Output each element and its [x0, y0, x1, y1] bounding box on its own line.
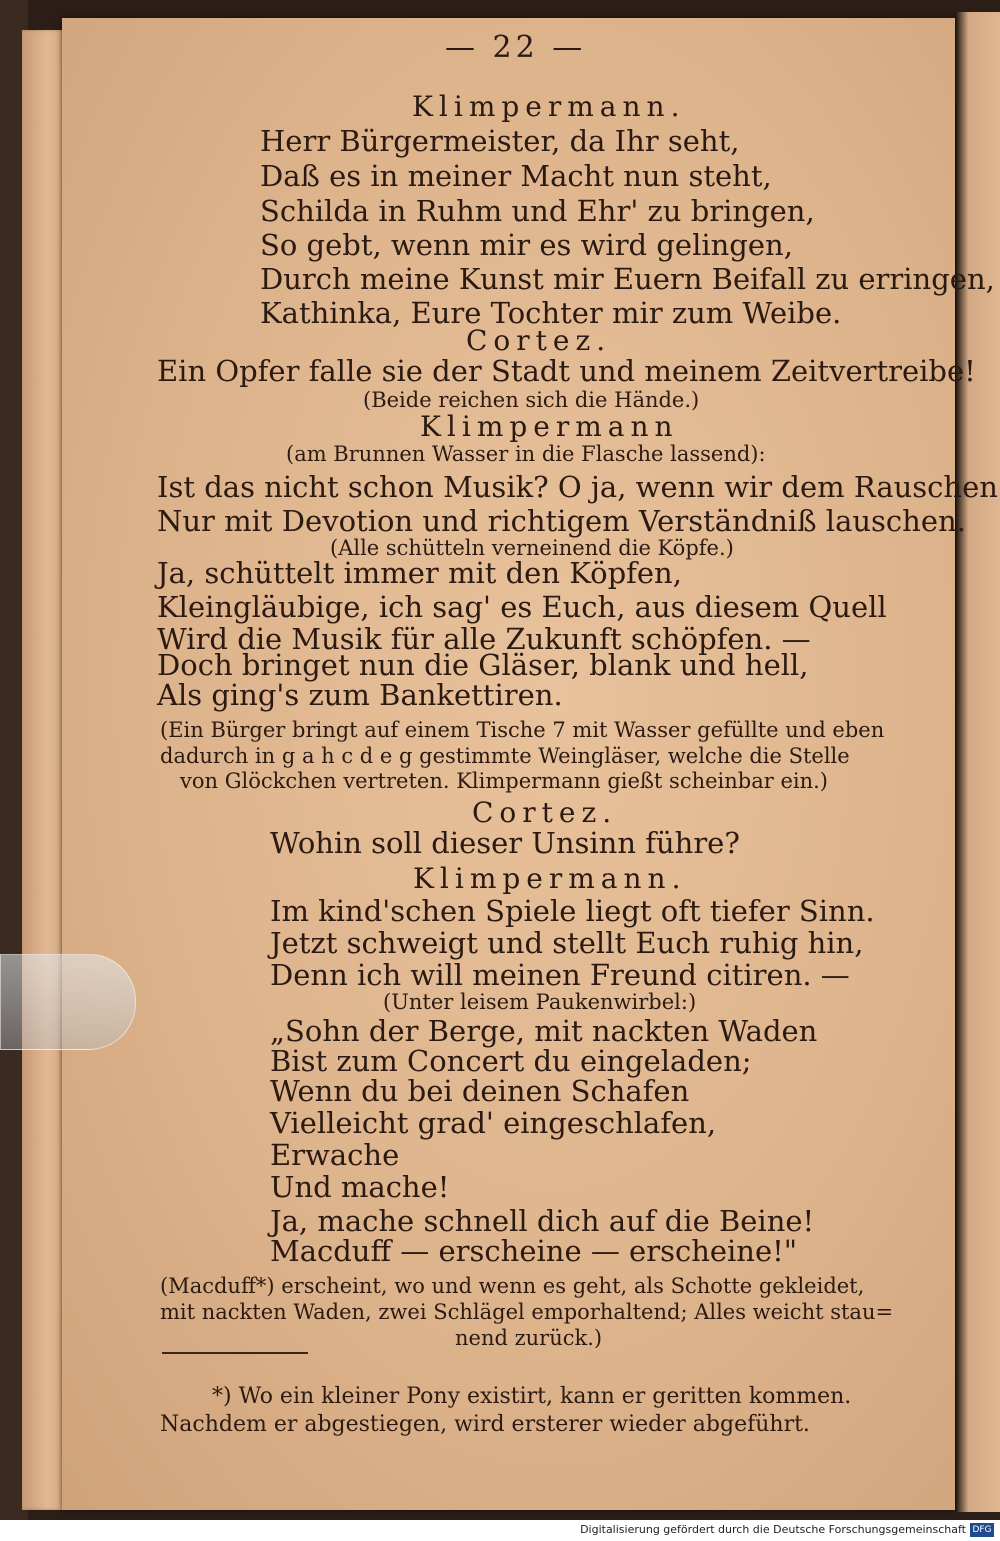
verse-line: Kathinka, Eure Tochter mir zum Weibe.: [260, 296, 842, 330]
verse-line: Wird die Musik für alle Zukunft schöpfen. —: [157, 622, 811, 656]
verse-line: Wohin soll dieser Unsinn führe?: [270, 826, 740, 860]
credit-bar: [0, 1520, 1000, 1541]
footnote-line: Nachdem er abgestiegen, wird ersterer wieder abgeführt.: [160, 1412, 810, 1437]
stage-direction: (Alle schütteln verneinend die Köpfe.): [330, 536, 734, 560]
previous-page-edge: [22, 30, 64, 1510]
verse-line: Denn ich will meinen Freund citiren. —: [270, 958, 850, 992]
stage-direction: nend zurück.): [455, 1326, 603, 1350]
verse-line: Ist das nicht schon Musik? O ja, wenn wir dem Rauschen: [157, 470, 998, 504]
verse-line: Und mache!: [270, 1170, 450, 1204]
stage-direction: (Unter leisem Paukenwirbel:): [383, 990, 697, 1014]
stage-direction: (Beide reichen sich die Hände.): [363, 388, 700, 412]
page-clip: [0, 954, 136, 1050]
verse-line: Macduff — erscheine — erscheine!": [270, 1234, 798, 1268]
next-page-edge: [955, 12, 1000, 1512]
stage-direction: (am Brunnen Wasser in die Flasche lassend):: [286, 442, 766, 466]
stage-direction: (Ein Bürger bringt auf einem Tische 7 mit Wasser gefüllte und eben: [160, 718, 885, 742]
verse-line: Vielleicht grad' eingeschlafen,: [270, 1106, 717, 1140]
speaker-cortez: Cortez.: [472, 796, 618, 829]
stage-direction: von Glöckchen vertreten. Klimpermann gießt scheinbar ein.): [180, 769, 828, 793]
verse-line: So gebt, wenn mir es wird gelingen,: [260, 228, 793, 262]
stage-direction: dadurch in g a h c d e g gestimmte Weingläser, welche die Stelle: [160, 744, 850, 768]
speaker-cortez: Cortez.: [466, 324, 612, 357]
page-number: — 22 —: [445, 30, 587, 65]
verse-line: Ja, mache schnell dich auf die Beine!: [270, 1204, 815, 1238]
speaker-klimpermann: Klimpermann.: [412, 90, 686, 123]
stage-direction: (Macduff*) erscheint, wo und wenn es geht, als Schotte gekleidet,: [160, 1274, 865, 1298]
verse-line: Jetzt schweigt und stellt Euch ruhig hin,: [270, 926, 864, 960]
verse-line: Doch bringet nun die Gläser, blank und hell,: [157, 648, 809, 682]
verse-line: Herr Bürgermeister, da Ihr seht,: [260, 124, 740, 158]
verse-line: Daß es in meiner Macht nun steht,: [260, 159, 772, 193]
footnote-rule: [162, 1352, 308, 1354]
verse-line: Schilda in Ruhm und Ehr' zu bringen,: [260, 194, 815, 228]
verse-line: Bist zum Concert du eingeladen;: [270, 1044, 752, 1078]
credit-text: Digitalisierung gefördert durch die Deutsche Forschungsgemeinschaft: [580, 1523, 966, 1536]
verse-line: Ja, schüttelt immer mit den Köpfen,: [157, 556, 682, 590]
verse-line: Wenn du bei deinen Schafen: [270, 1074, 690, 1108]
stage-direction: mit nackten Waden, zwei Schlägel emporhaltend; Alles weicht stau=: [160, 1300, 894, 1324]
speaker-klimpermann: Klimpermann: [420, 410, 679, 443]
verse-line: Erwache: [270, 1138, 400, 1172]
verse-line: Durch meine Kunst mir Euern Beifall zu erringen,: [260, 262, 995, 296]
verse-line: Als ging's zum Bankettiren.: [157, 678, 563, 712]
verse-line: „Sohn der Berge, mit nackten Waden: [270, 1014, 818, 1048]
dfg-logo-icon: DFG: [970, 1523, 994, 1537]
speaker-klimpermann: Klimpermann.: [413, 862, 687, 895]
verse-line: Nur mit Devotion und richtigem Verständniß lauschen.: [157, 504, 966, 538]
verse-line: Im kind'schen Spiele liegt oft tiefer Sinn.: [270, 894, 875, 928]
verse-line: Kleingläubige, ich sag' es Euch, aus diesem Quell: [157, 590, 887, 624]
verse-line: Ein Opfer falle sie der Stadt und meinem Zeitvertreibe!: [157, 354, 976, 388]
footnote-line: *) Wo ein kleiner Pony existirt, kann er geritten kommen.: [212, 1384, 852, 1409]
